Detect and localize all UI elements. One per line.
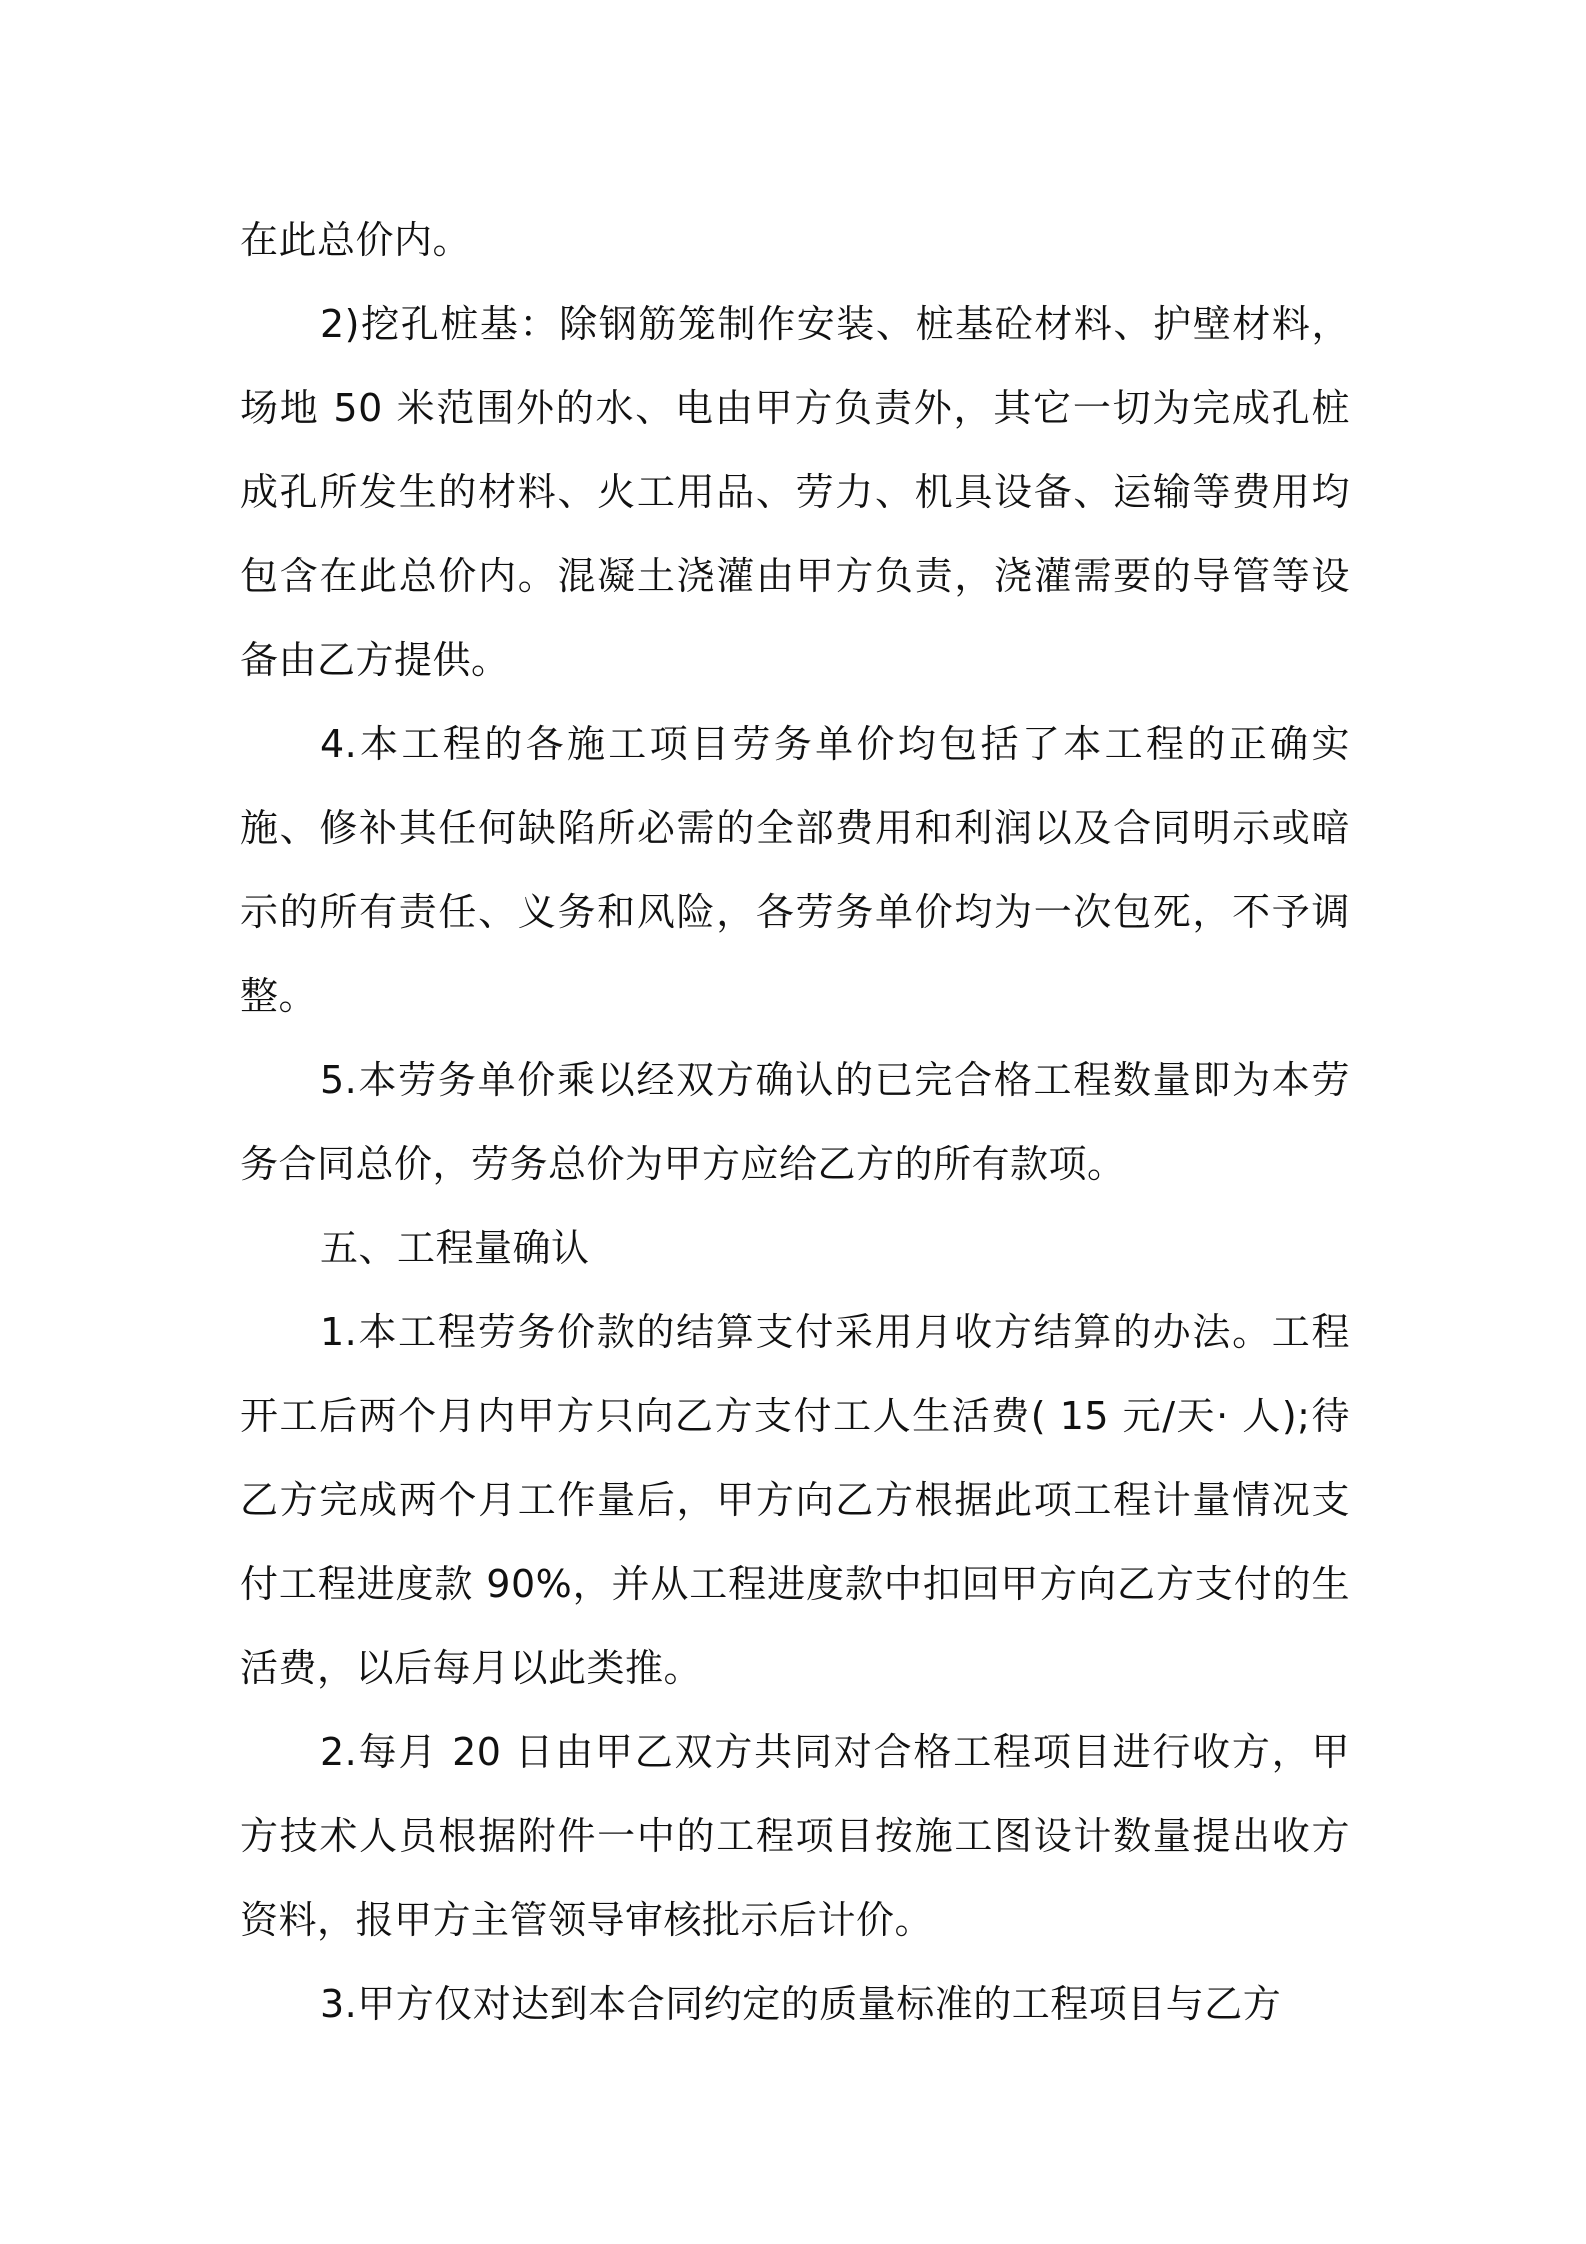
paragraph-continuation: 在此总价内。 (240, 218, 472, 262)
paragraph-quality-standard: 3.甲方仅对达到本合同约定的质量标准的工程项目与乙方 (320, 1982, 1282, 2026)
paragraph-monthly-inspection: 2.每月 20 日由甲乙双方共同对合格工程项目进行收方，甲方技术人员根据附件一中的工程项目按施工图设计数量提出收方资料，报甲方主管领导审核批示后计价。 (240, 1730, 1350, 1942)
paragraph-pile-foundation: 2)挖孔桩基：除钢筋笼制作安装、桩基砼材料、护壁材料，场地 50 米范围外的水、电由甲方负责外，其它一切为完成孔桩成孔所发生的材料、火工用品、劳力、机具设备、运输等费用均包含在此总价内。混凝土浇灌由甲方负责，浇灌需要的导管等设备由乙方提供。 (240, 302, 1350, 682)
paragraph-unit-price-scope: 4.本工程的各施工项目劳务单价均包括了本工程的正确实施、修补其任何缺陷所必需的全部费用和利润以及合同明示或暗示的所有责任、义务和风险，各劳务单价均为一次包死，不予调整。 (240, 722, 1350, 1018)
document-body (240, 198, 1350, 2046)
paragraph-monthly-settlement: 1.本工程劳务价款的结算支付采用月收方结算的办法。工程开工后两个月内甲方只向乙方支付工人生活费( 15 元/天· 人);待乙方完成两个月工作量后，甲方向乙方根据此项工程计量情况支付工程进度款 90%，并从工程进度款中扣回甲方向乙方支付的生活费，以后每月以此类推。 (240, 1310, 1350, 1690)
section-heading-quantity-confirmation: 五、工程量确认 (320, 1226, 590, 1270)
paragraph-contract-total: 5.本劳务单价乘以经双方确认的已完合格工程数量即为本劳务合同总价，劳务总价为甲方应给乙方的所有款项。 (240, 1058, 1350, 1186)
